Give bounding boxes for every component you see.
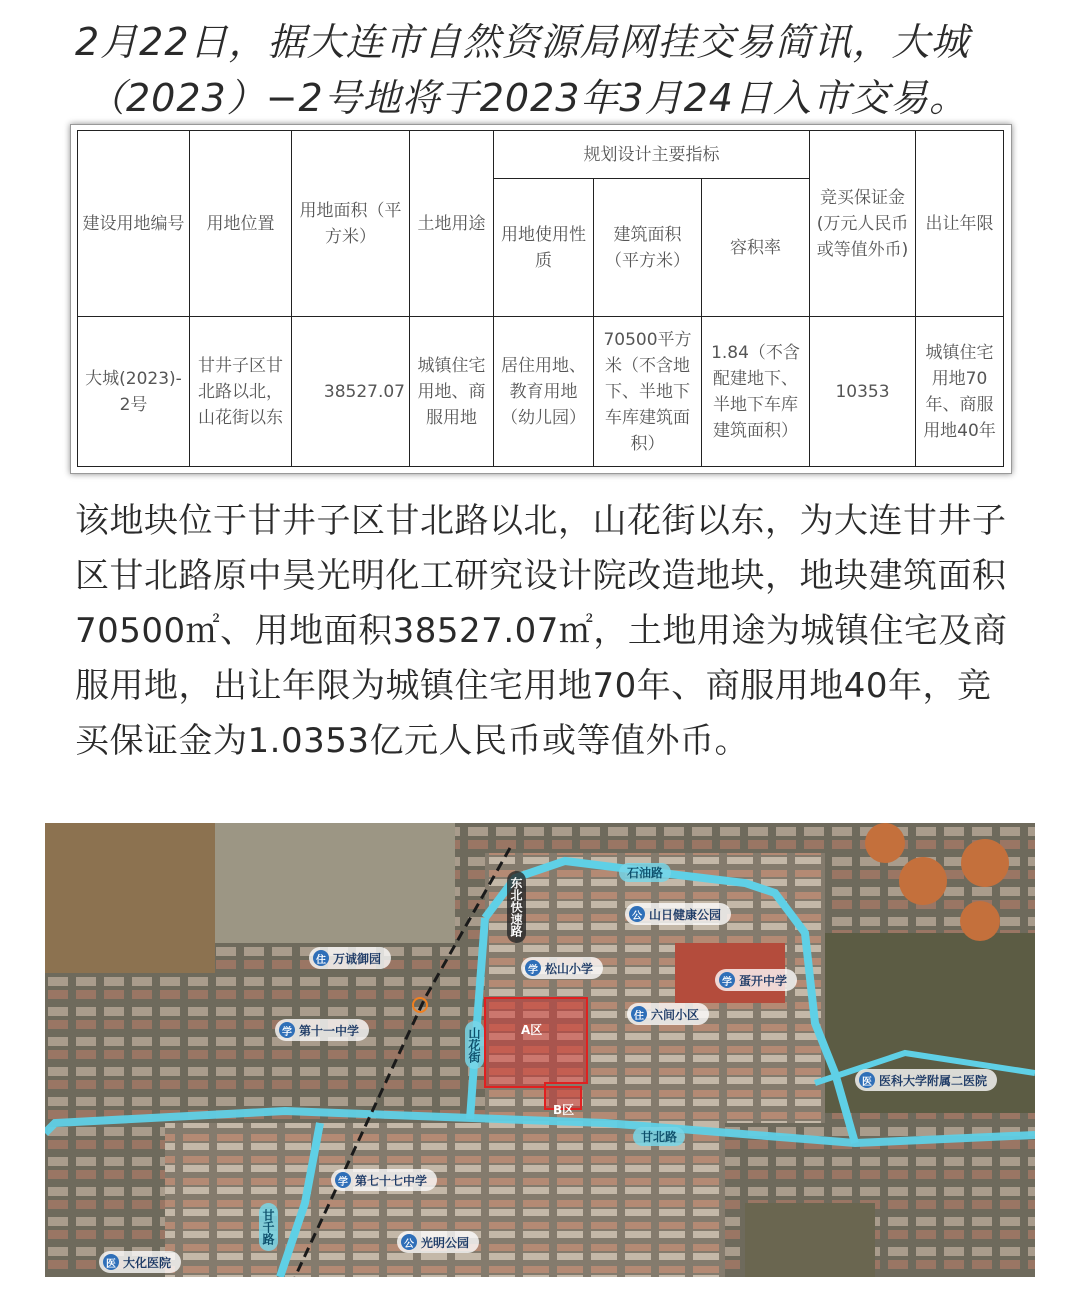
poi-park-guangming: 公 光明公园 (397, 1231, 479, 1253)
map-background (45, 823, 1035, 1277)
school-icon: 学 (719, 972, 735, 988)
school-icon: 学 (279, 1022, 295, 1038)
site-map (45, 823, 1035, 1277)
cell-far: 1.84（不含配建地下、半地下车库建筑面积） (702, 317, 810, 467)
road-label-ganbei: 甘北路 (633, 1127, 685, 1146)
header-area: 用地面积（平方米） (292, 131, 410, 317)
land-info-table-image (70, 124, 1012, 474)
poi-school-songshan: 学 松山小学 (521, 957, 603, 979)
header-nature: 用地使用性质 (494, 179, 594, 317)
zone-label-a: A区 (521, 1023, 543, 1037)
park-icon: 公 (401, 1234, 417, 1250)
cell-area: 38527.07 (292, 317, 410, 467)
residence-icon: 住 (313, 950, 329, 966)
poi-school-middle: 学 蛋开中学 (715, 969, 797, 991)
headline-line-1: 2月22日，据大连市自然资源局网挂交易简讯，大城 (75, 20, 970, 64)
header-term: 出让年限 (916, 131, 1004, 317)
poi-hospital-dahua: 医 大化医院 (99, 1251, 181, 1273)
poi-school-11th: 学 第十一中学 (275, 1019, 369, 1041)
poi-school-77th: 学 第七十七中学 (331, 1169, 437, 1191)
road-label-shanhua: 山花街 (465, 1021, 484, 1069)
header-group-planning: 规划设计主要指标 (494, 131, 810, 179)
header-far: 容积率 (702, 179, 810, 317)
poi-park-shanri: 公 山日健康公园 (625, 903, 731, 925)
cell-nature: 居住用地、教育用地（幼儿园） (494, 317, 594, 467)
hospital-icon: 医 (859, 1072, 875, 1088)
cell-location: 甘井子区甘北路以北，山花街以东 (190, 317, 292, 467)
park-icon: 公 (629, 906, 645, 922)
header-deposit: 竞买保证金(万元人民币或等值外币) (810, 131, 916, 317)
hospital-icon: 医 (103, 1254, 119, 1270)
cell-code: 大城(2023)-2号 (78, 317, 190, 467)
article-body: 该地块位于甘井子区甘北路以北，山花街以东，为大连甘井子区甘北路原中昊光明化工研究设计院改造地块，地块建筑面积70500㎡、用地面积38527.07㎡，土地用途为城镇住宅及商服用地，出让年限为城镇住宅用地70年、商服用地40年，竞买保证金为1.0353亿元人民币或等值外币。 (75, 501, 1008, 761)
cell-use: 城镇住宅用地、商服用地 (410, 317, 494, 467)
headline (75, 14, 1035, 126)
poi-residence-liujian: 住 六间小区 (627, 1003, 709, 1025)
header-code: 建设用地编号 (78, 131, 190, 317)
poi-residence-wancheng: 住 万诚御园 (309, 947, 391, 969)
land-info-table (77, 130, 1004, 467)
road-label-dongbei: 东北快速路 (507, 871, 526, 943)
school-icon: 学 (335, 1172, 351, 1188)
road-label-shiyou: 石油路 (619, 863, 671, 882)
header-floor-area: 建筑面积（平方米） (594, 179, 702, 317)
road-label-ganqian: 甘千路 (259, 1203, 278, 1251)
poi-hospital-medical: 医 医科大学附属二医院 (855, 1069, 997, 1091)
residence-icon: 住 (631, 1006, 647, 1022)
cell-deposit: 10353 (810, 317, 916, 467)
zone-label-b: B区 (553, 1103, 575, 1117)
cell-term: 城镇住宅用地70年、商服用地40年 (916, 317, 1004, 467)
headline-line-2: （2023）−2号地将于2023年3月24日入市交易。 (87, 76, 968, 120)
cell-floor-area: 70500平方米（不含地下、半地下车库建筑面积） (594, 317, 702, 467)
header-location: 用地位置 (190, 131, 292, 317)
school-icon: 学 (525, 960, 541, 976)
header-use: 土地用途 (410, 131, 494, 317)
